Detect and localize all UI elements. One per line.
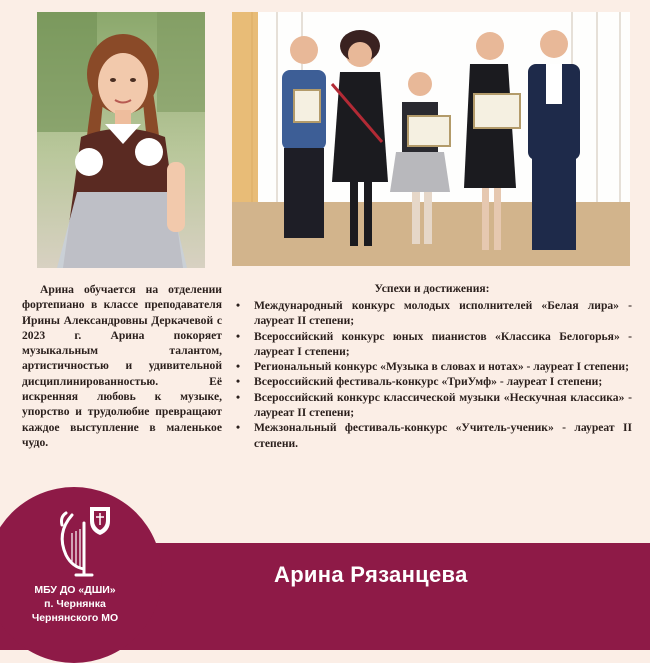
- achievement-item: • Международный конкурс молодых исполнителей «Белая лира» - лауреат II степени;: [236, 298, 632, 329]
- achievement-item: • Всероссийский конкурс юных пианистов «Классика Белогорья» - лауреат I степени;: [236, 329, 632, 360]
- achievements-title: Успехи и достижения:: [374, 282, 490, 295]
- biography-text: Арина обучается на отделении фортепиано в классе преподавателя Ирины Александровны Деркачевой с 2023 г. Арина покоряет музыкальным талантом, артистичностью и удивительной дисциплинированностью. Её искренняя любовь к музыке, упорство и трудолюбие превращают каждое выступление в маленькое чудо.: [22, 283, 222, 449]
- school-line-1: МБУ ДО «ДШИ»: [34, 584, 116, 596]
- achievement-item: • Межзональный фестиваль-конкурс «Учитель-ученик» - лауреат II степени.: [236, 420, 632, 451]
- school-line-3: Чернянского МО: [31, 612, 119, 624]
- achievement-item: • Всероссийский конкурс классической музыки «Нескучная классика» - лауреат II степени;: [236, 390, 632, 421]
- group-photo: [232, 12, 630, 266]
- school-line-2: п. Чернянка: [44, 598, 106, 610]
- portrait-photo: [37, 12, 205, 268]
- achievements-list: [236, 298, 632, 451]
- achievement-item: • Всероссийский фестиваль-конкурс «ТриУмф» - лауреат I степени;: [236, 374, 632, 389]
- school-name: [0, 583, 150, 625]
- lyre-with-coat-of-arms-icon: [52, 503, 116, 579]
- student-name: Арина Рязанцева: [274, 562, 468, 587]
- achievement-item: • Региональный конкурс «Музыка в словах и нотах» - лауреат I степени;: [236, 359, 632, 374]
